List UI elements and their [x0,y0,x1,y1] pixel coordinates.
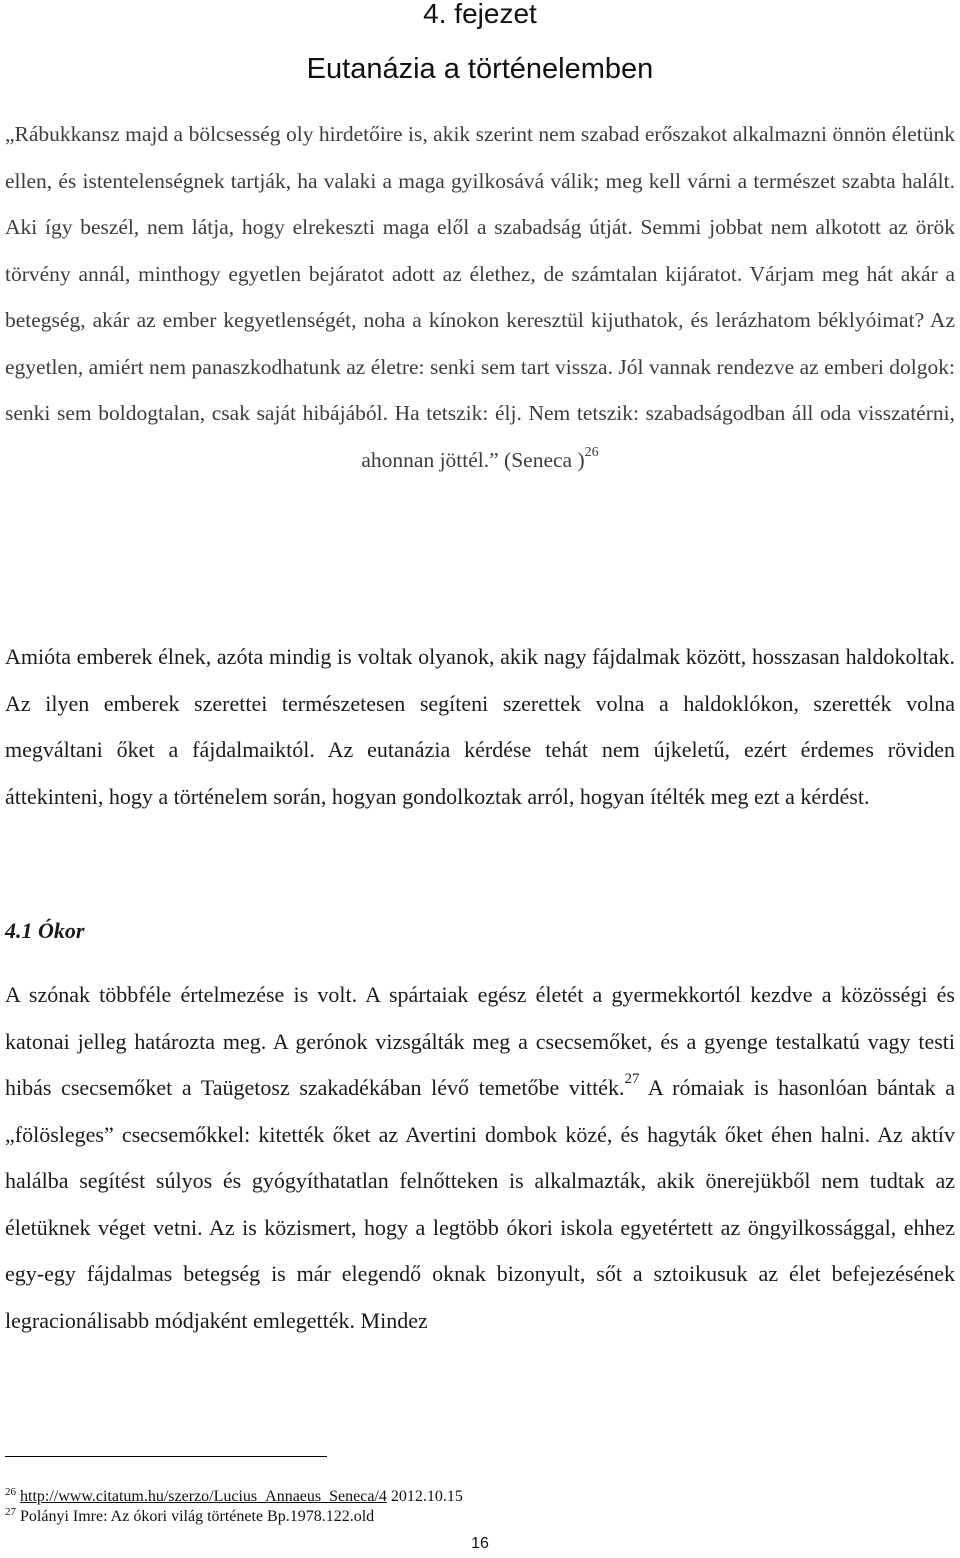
footnote-ref-27[interactable]: 27 [624,1071,640,1087]
footnote-text: 2012.10.15 [386,1488,463,1505]
seneca-quote [5,111,955,483]
section-heading: 4.1 Ókor [5,918,85,943]
intro-paragraph: Amióta emberek élnek, azóta mindig is voltak olyanok, akik nagy fájdalmak között, hosszasan haldokoltak. Az ilyen emberek szerettei természetesen segíteni szerettek volna a haldoklókon, szerették volna megváltani őket a fájdalmaiktól. Az eutanázia kérdése tehát nem újkeletű, ezért érdemes röviden áttekinteni, hogy a történelem során, hogyan gondolkoztak arról, hogyan ítélték meg ezt a kérdést. [5,644,955,809]
footnote-26 [5,1487,463,1507]
section-paragraph [5,972,955,1344]
section-paragraph-part2: A rómaiak is hasonlóan bántak a „fölösleges” csecsemőkkel: kitették őket az Avertini dombok közé, és hagyták őket éhen halni. Az aktív halálba segítést súlyos és gyógyíthatatlan felnőtteken is alkalmazták, akik önerejükből nem tudtak az életüknek véget vetni. Az is közismert, hogy a legtöbb ókori iskola egyetértett az öngyilkossággal, ehhez egy-egy fájdalmas betegség is már elegendő oknak bizonyult, sőt a sztoikusuk az élet befejezésének legracionálisabb módjaként emlegették. Mindez [5,1075,955,1333]
section-paragraph-part1: A szónak többféle értelmezése is volt. A spártaiak egész életét a gyermekkortól kezdve a közösségi és katonai jelleg határozta meg. A gerónok vizsgálták meg a csecsemőket, és a gyenge testalkatú vagy testi hibás csecsemőket a Taügetosz szakadékában lévő temetőbe vitték. [5,982,955,1100]
footnote-ref-26[interactable]: 26 [584,444,599,460]
footnote-27 [5,1507,374,1527]
chapter-title: Eutanázia a történelemben [306,53,654,85]
footnote-link[interactable]: http://www.citatum.hu/szerzo/Lucius_Annaeus_Seneca/4 [20,1488,387,1505]
footnote-separator [5,1456,327,1457]
page-number: 16 [471,1535,489,1552]
quote-text: „Rábukkansz majd a bölcsesség oly hirdetőire is, akik szerint nem szabad erőszakot alkalmazni önnön életünk ellen, és istentelenségnek tartják, ha valaki a maga gyilkosává válik; meg kell várni a természet szabta halált. Aki így beszél, nem látja, hogy elrekeszti maga elől a szabadság útját. Semmi jobbat nem alkotott az örök törvény annál, minthogy egyetlen bejáratot adott az élethez, de számtalan kijáratot. Várjam meg hát akár a betegség, akár az ember kegyetlenségét, noha a kínokon keresztül kijuthatok, és lerázhatom béklyóimat? Az egyetlen, amiért nem panaszkodhatunk az életre: senki sem tart vissza. Jól vannak rendezve az emberi dolgok: senki sem boldogtalan, csak saját hibájából. Ha tetszik: élj. Nem tetszik: szabadságodban áll oda visszatérni, ahonnan jöttél.” (Seneca ) [5,122,955,472]
chapter-number: 4. fejezet [423,0,537,29]
footnote-number: 27 [5,1506,16,1518]
footnote-text: Polányi Imre: Az ókori világ története Bp.1978.122.old [16,1508,375,1525]
footnote-number: 26 [5,1486,16,1498]
